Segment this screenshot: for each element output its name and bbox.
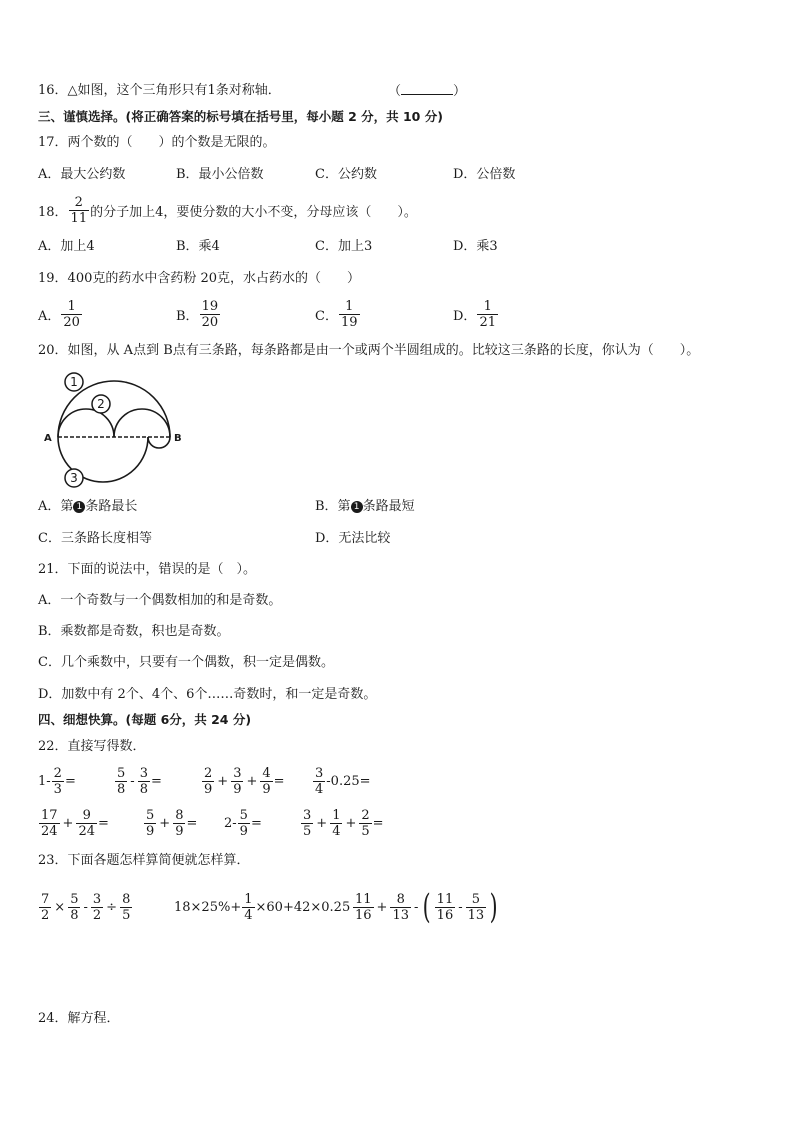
q23-text: 23．下面各题怎样算简便就怎样算．: [38, 853, 250, 868]
paren-open: （: [388, 84, 402, 99]
circled-1-text: 1: [70, 375, 78, 389]
q21-option-b[interactable]: B．乘数都是奇数，积也是奇数。: [38, 624, 230, 639]
q19-option-a[interactable]: A． $\frac{1}{20}$: [38, 298, 80, 330]
q22-text: 22．直接写得数．: [38, 739, 146, 754]
q16-answer-blank[interactable]: [388, 82, 466, 101]
q17-text: 17．两个数的（ ）的个数是无限的。: [38, 135, 276, 150]
q22-expr-2: $\frac{5}{8}$ - $\frac{3}{8}$ =: [117, 765, 162, 797]
q18-fraction: $\frac{2}{11}$: [70, 194, 88, 226]
q22-expr-8: $\frac{3}{5}$ + $\frac{1}{4}$ + $\frac{2}{5}$ =: [303, 807, 384, 839]
q16-text: 16．△如图，这个三角形只有1条对称轴．: [38, 83, 281, 98]
section3-title: 三、谨慎选择。(将正确答案的标号填在括号里，每小题 2 分，共 10 分): [38, 109, 443, 124]
q19-d-fraction: $\frac{1}{21}$: [479, 298, 496, 330]
blank-line: [401, 82, 453, 95]
q19-a-fraction: $\frac{1}{20}$: [63, 298, 80, 330]
q17-option-a[interactable]: A．最大公约数: [38, 167, 126, 182]
q19-text: 19．400克的药水中含药粉 20克，水占药水的（ ）: [38, 271, 361, 286]
q19-c-fraction: $\frac{1}{19}$: [340, 298, 358, 330]
q21-option-a[interactable]: A．一个奇数与一个偶数相加的和是奇数。: [38, 593, 282, 608]
q23-expr-1: $\frac{7}{2}$ × $\frac{5}{8}$ - $\frac{3}{2}$ ÷ $\frac{8}{5}$: [41, 891, 131, 923]
q20-text: 20．如图，从 A点到 B点有三条路，每条路都是由一个或两个半圆组成的。比较这三条路的长度，你认为（ ）。: [38, 343, 700, 358]
path2-left-semicircle: [58, 409, 114, 437]
q22-expr-3: $\frac{2}{9}$ + $\frac{3}{9}$ + $\frac{4}{9}$ =: [204, 765, 285, 797]
semicircle-paths-figure: [36, 370, 196, 490]
q22-expr-4: $\frac{3}{4}$ -0.25=: [315, 765, 371, 797]
q22-expr-7: 2- $\frac{5}{9}$ =: [224, 807, 262, 839]
q17-option-d[interactable]: D．公倍数: [453, 167, 516, 182]
q18-option-d[interactable]: D．乘3: [453, 239, 498, 254]
q19-b-fraction: $\frac{19}{20}$: [201, 298, 219, 330]
q20-option-d[interactable]: D．无法比较: [315, 531, 391, 546]
q19-option-d[interactable]: D． $\frac{1}{21}$: [453, 298, 496, 330]
path3-small-lower-semicircle: [148, 437, 170, 448]
q22-expr-5: $\frac{17}{24}$ + $\frac{9}{24}$ =: [41, 807, 109, 839]
q19-option-b[interactable]: B． $\frac{19}{20}$: [176, 298, 219, 330]
q24-text: 24．解方程．: [38, 1011, 120, 1026]
q21-option-c[interactable]: C．几个乘数中，只要有一个偶数，积一定是偶数。: [38, 655, 334, 670]
q17-option-c[interactable]: C．公约数: [315, 167, 377, 182]
q22-expr-6: $\frac{5}{9}$ + $\frac{8}{9}$ =: [146, 807, 198, 839]
q20-option-c[interactable]: C．三条路长度相等: [38, 531, 152, 546]
circled-3-text: 3: [70, 471, 78, 485]
path2-right-semicircle: [114, 409, 170, 437]
circled-1-icon: 1: [351, 501, 363, 513]
q20-option-b[interactable]: B．第 1 条路最短: [315, 499, 415, 514]
q18-stem: [38, 193, 417, 227]
q20-option-a[interactable]: A．第 1 条路最长: [38, 499, 138, 514]
q21-text: 21．下面的说法中，错误的是（ ）。: [38, 562, 257, 577]
label-b: B: [174, 433, 182, 444]
q23-expr-3: $\frac{11}{16}$ + $\frac{8}{13}$ - ( $\frac{11}{16}$ - $\frac{5}{13}$ ): [355, 887, 498, 927]
q23-expr-2: 18×25%+ $\frac{1}{4}$ ×60+42×0.25: [174, 891, 351, 923]
q22-expr-1: 1- $\frac{2}{3}$ =: [38, 765, 76, 797]
q18-option-b[interactable]: B．乘4: [176, 239, 220, 254]
circled-2-text: 2: [97, 397, 105, 411]
q18-option-c[interactable]: C．加上3: [315, 239, 373, 254]
q21-option-d[interactable]: D．加数中有 2个、4个、6个……奇数时，和一定是奇数。: [38, 687, 377, 702]
circled-1-icon: 1: [73, 501, 85, 513]
section4-title: 四、细想快算。(每题 6分，共 24 分): [38, 712, 252, 727]
q18-number: 18．: [38, 204, 68, 220]
q18-option-a[interactable]: A．加上4: [38, 239, 95, 254]
q18-text: 的分子加上4，要使分数的大小不变，分母应该（ ）。: [90, 204, 417, 220]
q19-option-c[interactable]: C． $\frac{1}{19}$: [315, 298, 358, 330]
paren-close: ）: [453, 84, 467, 99]
label-a: A: [44, 433, 52, 444]
q17-option-b[interactable]: B．最小公倍数: [176, 167, 264, 182]
